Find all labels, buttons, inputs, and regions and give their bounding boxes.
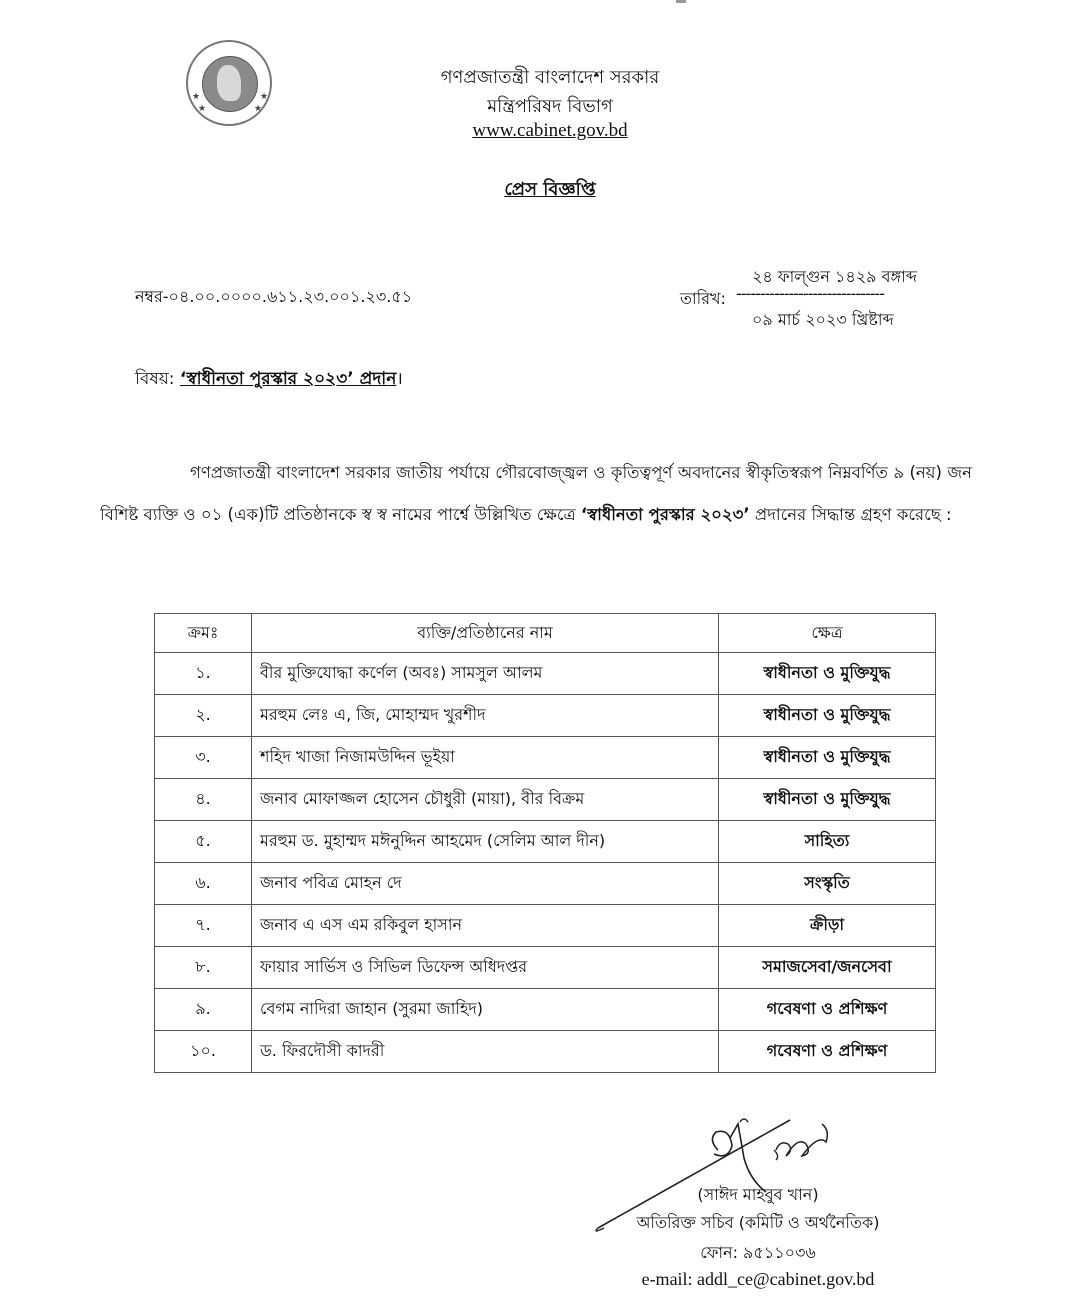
row-field: স্বাধীনতা ও মুক্তিযুদ্ধ xyxy=(719,737,936,779)
table-row xyxy=(155,863,936,905)
row-field: ক্রীড়া xyxy=(719,905,936,947)
website-link[interactable]: www.cabinet.gov.bd xyxy=(472,120,628,141)
row-serial: ৯. xyxy=(155,989,252,1031)
body-text-part2: প্রদানের সিদ্ধান্ত গ্রহণ করেছে : xyxy=(749,505,952,524)
row-serial: ২. xyxy=(155,695,252,737)
row-serial: ৩. xyxy=(155,737,252,779)
date-bangla: ২৪ ফাল্গুন ১৪২৯ বঙ্গাব্দ xyxy=(752,267,917,286)
header-serial: ক্রমঃ xyxy=(155,614,252,653)
body-text-part1: গণপ্রজাতন্ত্রী বাংলাদেশ সরকার জাতীয় পর্যায়ে গৌরবোজ্জ্বল ও কৃতিত্বপূর্ণ অবদানের স্বীকৃতিস্বরূপ নিম্নবর্ণিত ৯ (নয়) জন বিশিষ্ট ব্যক্তি ও ০১ (এক)টি প্রতিষ্ঠানকে স্ব স্ব নামের পার্শ্বে উল্লিখিত ক্ষেত্রে xyxy=(100,463,972,524)
subject-line xyxy=(135,366,403,394)
subject-title: ‘স্বাধীনতা পুরস্কার ২০২৩’ প্রদান xyxy=(179,369,397,389)
signatory-designation: অতিরিক্ত সচিব (কমিটি ও অর্থনৈতিক) xyxy=(636,1213,880,1232)
row-serial: ৮. xyxy=(155,947,252,989)
row-name: শহিদ খাজা নিজামউদ্দিন ভূইয়া xyxy=(252,737,719,779)
table-header-row xyxy=(155,614,936,653)
row-name: বেগম নাদিরা জাহান (সুরমা জাহিদ) xyxy=(252,989,719,1031)
row-field: সাহিত্য xyxy=(719,821,936,863)
table-row xyxy=(155,695,936,737)
row-field: স্বাধীনতা ও মুক্তিযুদ্ধ xyxy=(719,695,936,737)
signatory-email[interactable]: e-mail: addl_ce@cabinet.gov.bd xyxy=(641,1269,875,1289)
memo-number: নম্বর-০৪.০০.০০০০.৬১১.২৩.০০১.২৩.৫১ xyxy=(135,287,413,306)
subject-end: । xyxy=(396,369,403,389)
row-field: স্বাধীনতা ও মুক্তিযুদ্ধ xyxy=(719,653,936,695)
subject-label: বিষয়: xyxy=(135,369,175,389)
government-seal-icon: ★ ★ ★ ★ xyxy=(186,40,272,126)
row-field: গবেষণা ও প্রশিক্ষণ xyxy=(719,1031,936,1073)
scan-mark xyxy=(676,0,686,3)
row-name: মরহুম লেঃ এ, জি, মোহাম্মদ খুরশীদ xyxy=(252,695,719,737)
row-name: ড. ফিরদৌসী কাদরী xyxy=(252,1031,719,1073)
row-serial: ১. xyxy=(155,653,252,695)
row-serial: ৫. xyxy=(155,821,252,863)
row-serial: ৭. xyxy=(155,905,252,947)
table-row xyxy=(155,947,936,989)
signatory-name: (সাঈদ মাহবুব খান) xyxy=(697,1185,819,1204)
table-row xyxy=(155,779,936,821)
row-field: গবেষণা ও প্রশিক্ষণ xyxy=(719,989,936,1031)
table-row xyxy=(155,653,936,695)
table-row xyxy=(155,989,936,1031)
row-name: জনাব এ এস এম রকিবুল হাসান xyxy=(252,905,719,947)
table-row xyxy=(155,737,936,779)
row-serial: ৬. xyxy=(155,863,252,905)
body-award-name: ‘স্বাধীনতা পুরস্কার ২০২৩’ xyxy=(580,505,750,524)
row-name: বীর মুক্তিযোদ্ধা কর্ণেল (অবঃ) সামসুল আলম xyxy=(252,653,719,695)
row-field: স্বাধীনতা ও মুক্তিযুদ্ধ xyxy=(719,779,936,821)
date-gregorian: ০৯ মার্চ ২০২৩ খ্রিষ্টাব্দ xyxy=(752,310,894,329)
bangladesh-map-icon xyxy=(217,65,241,101)
row-serial: ১০. xyxy=(155,1031,252,1073)
awardees-table xyxy=(154,613,936,1073)
table-row xyxy=(155,905,936,947)
table-row xyxy=(155,821,936,863)
header-field: ক্ষেত্র xyxy=(719,614,936,653)
body-paragraph xyxy=(100,452,972,536)
row-name: জনাব পবিত্র মোহন দে xyxy=(252,863,719,905)
table-row xyxy=(155,1031,936,1073)
document-type-heading: প্রেস বিজ্ঞপ্তি xyxy=(504,179,596,200)
government-name: গণপ্রজাতন্ত্রী বাংলাদেশ সরকার xyxy=(440,67,660,88)
row-field: সংস্কৃতি xyxy=(719,863,936,905)
row-field: সমাজসেবা/জনসেবা xyxy=(719,947,936,989)
header-name: ব্যক্তি/প্রতিষ্ঠানের নাম xyxy=(252,614,719,653)
signatory-phone: ফোন: ৯৫১১০৩৬ xyxy=(700,1243,816,1262)
row-serial: ৪. xyxy=(155,779,252,821)
row-name: ফায়ার সার্ভিস ও সিভিল ডিফেন্স অধিদপ্তর xyxy=(252,947,719,989)
date-divider: ------------------------------- xyxy=(736,284,884,303)
division-name: মন্ত্রিপরিষদ বিভাগ xyxy=(487,96,613,117)
row-name: মরহুম ড. মুহাম্মদ মঈনুদ্দিন আহমেদ (সেলিম আল দীন) xyxy=(252,821,719,863)
date-label: তারিখ: xyxy=(680,289,726,308)
row-name: জনাব মোফাজ্জল হোসেন চৌধুরী (মায়া), বীর বিক্রম xyxy=(252,779,719,821)
